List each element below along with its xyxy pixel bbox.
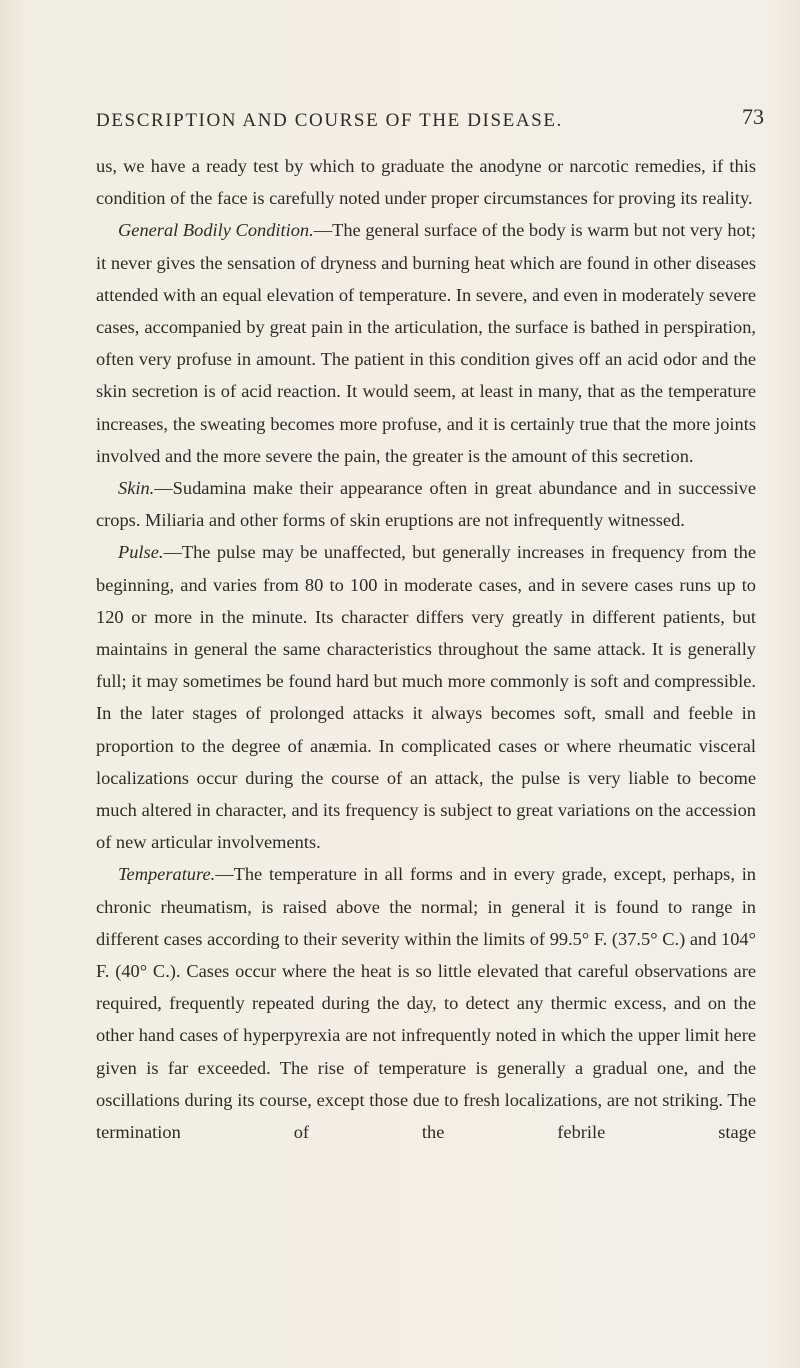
- paragraph-text: us, we have a ready test by which to graduate the anodyne or narcotic remedies, if this condition of the face is carefully noted under proper circumstances for proving its reality.: [96, 156, 756, 209]
- paragraph-skin: [96, 472, 756, 536]
- paragraph-general-bodily-condition: [96, 214, 756, 472]
- section-heading: Skin.: [118, 478, 155, 499]
- section-heading: Temperature.: [118, 864, 216, 885]
- paragraph-text: —The temperature in all forms and in every grade, except, perhaps, in chronic rheumatism, is raised above the normal; in general it is found to range in different cases according to their severity within the limits of 99.5° F. (37.5° C.) and 104° F. (40° C.). Cases occur where the heat is so little elevated that careful observations are required, frequently repeated during the day, to detect any thermic excess, and on the other hand cases of hyperpyrexia are not infrequently noted in which the upper limit here given is far exceeded. The rise of temperature is generally a gradual one, and the oscillations during its course, except those due to fresh localizations, are not striking. The termination of the febrile stage: [96, 864, 756, 1143]
- section-heading: Pulse.: [118, 542, 164, 563]
- paragraph-pulse: [96, 536, 756, 858]
- paragraph-continuation: [96, 150, 756, 214]
- paragraph-temperature: [96, 858, 756, 1148]
- section-heading: General Bodily Condition.: [118, 220, 314, 241]
- paragraph-text: —The pulse may be unaffected, but generally increases in frequency from the beginning, and varies from 80 to 100 in moderate cases, and in severe cases runs up to 120 or more in the minute. Its character differs very greatly in different patients, but maintains in general the same characteristics throughout the same attack. It is generally full; it may sometimes be found hard but much more commonly is soft and compressible. In the later stages of prolonged attacks it always becomes soft, small and feeble in proportion to the degree of anæmia. In complicated cases or where rheumatic visceral localizations occur during the course of an attack, the pulse is very liable to become much altered in character, and its frequency is subject to great variations on the accession of new articular involvements.: [96, 542, 756, 853]
- page-number: 73: [742, 104, 764, 129]
- paragraph-text: —Sudamina make their appearance often in great abundance and in successive crops. Miliaria and other forms of skin eruptions are not infrequently witnessed.: [96, 478, 756, 531]
- running-head: [0, 104, 800, 134]
- paragraph-text: —The general surface of the body is warm but not very hot; it never gives the sensation of dryness and burning heat which are found in other diseases attended with an equal elevation of temperature. In severe, and even in moderately severe cases, accompanied by great pain in the articulation, the surface is bathed in perspiration, often very profuse in amount. The patient in this condition gives off an acid odor and the skin secretion is of acid reaction. It would seem, at least in many, that as the temperature increases, the sweating becomes more profuse, and it is certainly true that the more joints involved and the more severe the pain, the greater is the amount of this secretion.: [96, 220, 756, 466]
- body-text: [96, 150, 756, 1148]
- running-title: DESCRIPTION AND COURSE OF THE DISEASE.: [96, 110, 563, 131]
